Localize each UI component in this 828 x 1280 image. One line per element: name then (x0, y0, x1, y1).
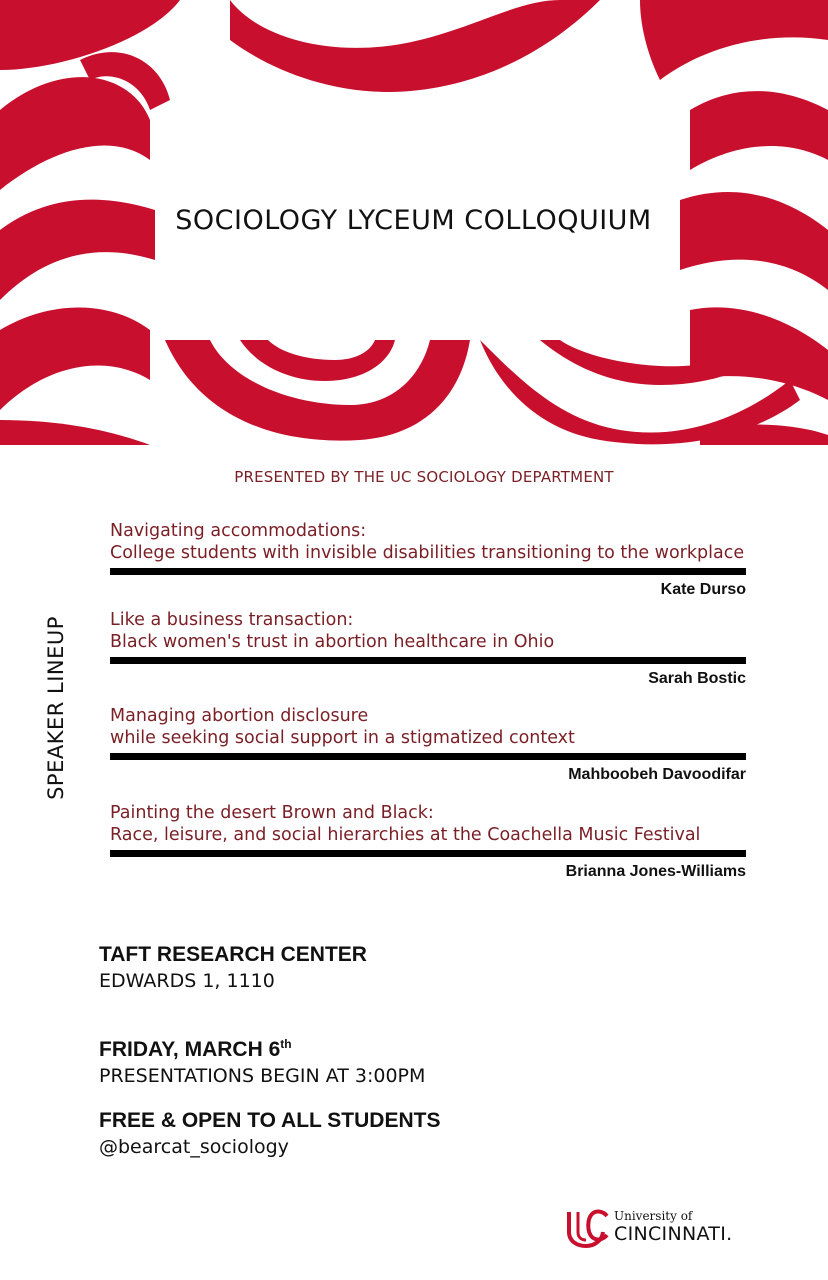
venue-room: EDWARDS 1, 1110 (99, 970, 275, 992)
talk-title-line2: Race, leisure, and social hierarchies at the Coachella Music Festival (110, 825, 701, 845)
uc-logo (566, 1208, 750, 1250)
social-handle: @bearcat_sociology (99, 1136, 289, 1158)
talk-title-line1: Navigating accommodations: (110, 521, 367, 541)
speaker-name: Kate Durso (660, 581, 746, 598)
speaker-name: Brianna Jones-Williams (565, 863, 746, 880)
speaker-name: Sarah Bostic (648, 670, 746, 687)
divider-bar (110, 657, 746, 664)
speaker-name: Mahboobeh Davoodifar (568, 766, 746, 783)
poster-title: SOCIOLOGY LYCEUM COLLOQUIUM (175, 204, 652, 236)
talk-title-line2: while seeking social support in a stigmatized context (110, 728, 575, 748)
presented-by: PRESENTED BY THE UC SOCIOLOGY DEPARTMENT (234, 468, 614, 486)
venue-block (99, 942, 367, 994)
event-date (99, 1031, 425, 1063)
logo-top-text: University of (614, 1209, 693, 1223)
talk-title-line1: Painting the desert Brown and Black: (110, 803, 434, 823)
talk-item (110, 802, 746, 881)
divider-bar (110, 568, 746, 575)
title-box (160, 115, 667, 335)
admission-text: FREE & OPEN TO ALL STUDENTS (99, 1109, 441, 1132)
divider-bar (110, 753, 746, 760)
divider-bar (110, 850, 746, 857)
logo-bottom-text: CINCINNATI. (614, 1223, 733, 1245)
event-date-text: FRIDAY, MARCH 6 (99, 1038, 281, 1061)
talk-title-line1: Like a business transaction: (110, 610, 354, 630)
event-time: PRESENTATIONS BEGIN AT 3:00PM (99, 1065, 426, 1087)
talk-item (110, 705, 746, 784)
uc-logo-icon (566, 1208, 610, 1248)
speaker-lineup-label: SPEAKER LINEUP (44, 616, 68, 800)
talk-item (110, 609, 746, 688)
event-date-suffix: th (280, 1037, 292, 1051)
talk-title-line1: Managing abortion disclosure (110, 706, 369, 726)
talk-title-line2: Black women's trust in abortion healthcare in Ohio (110, 632, 555, 652)
talk-title-line2: College students with invisible disabilities transitioning to the workplace (110, 543, 745, 563)
venue-name: TAFT RESEARCH CENTER (99, 943, 367, 966)
date-block (99, 1031, 425, 1089)
talk-item (110, 520, 746, 599)
admission-block (99, 1108, 440, 1160)
